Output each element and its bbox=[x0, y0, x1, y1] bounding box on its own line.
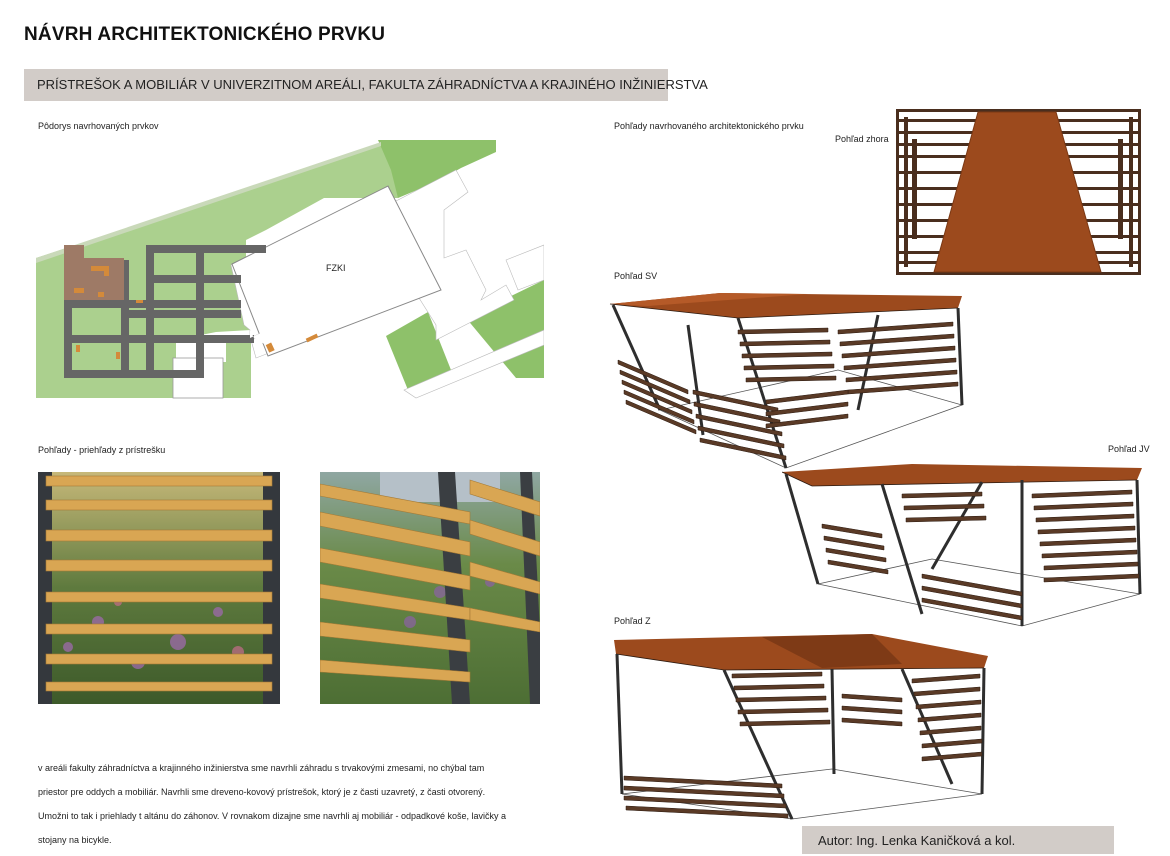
view-jv bbox=[782, 464, 1144, 632]
description-line: priestor pre oddych a mobiliár. Navrhli sme dreveno-kovový prístrešok, ktorý je z časti uzavretý, z časti otvorený. bbox=[38, 787, 486, 797]
caption-photos: Pohľady - priehľady z prístrešku bbox=[38, 445, 166, 455]
photo-left bbox=[38, 472, 280, 704]
photo-right bbox=[320, 472, 540, 704]
author-credit: Autor: Ing. Lenka Kaničková a kol. bbox=[818, 833, 1016, 848]
caption-view-sv: Pohľad SV bbox=[614, 271, 658, 281]
caption-views: Pohľady navrhovaného architektonického prvku bbox=[614, 121, 804, 131]
caption-view-jv: Pohľad JV bbox=[1108, 444, 1150, 454]
building-label: FZKI bbox=[326, 263, 346, 273]
description-line: v areáli fakulty záhradníctva a krajinného inžinierstva sme navrhli záhradu s trvakovými zmesami, no chýbal tam bbox=[38, 763, 485, 773]
description-line: stojany na bicykle. bbox=[38, 835, 112, 845]
caption-view-z: Pohľad Z bbox=[614, 616, 651, 626]
caption-view-top: Pohľad zhora bbox=[835, 134, 889, 144]
view-top bbox=[896, 109, 1141, 275]
description-text bbox=[38, 756, 548, 852]
caption-floor-plan: Pôdorys navrhovaných prvkov bbox=[38, 121, 159, 131]
description-line: Umožni to tak i priehlady t altánu do záhonov. V rovnakom dizajne sme navrhli aj mobiliár - odpadkové koše, lavičky a bbox=[38, 811, 507, 821]
view-z bbox=[612, 634, 990, 824]
page-title: NÁVRH ARCHITEKTONICKÉHO PRVKU bbox=[24, 24, 386, 45]
floor-plan bbox=[36, 140, 544, 402]
page-subtitle: PRÍSTREŠOK A MOBILIÁR V UNIVERZITNOM AREÁLI, FAKULTA ZÁHRADNÍCTVA A KRAJINÉHO INŽINIERSTVA bbox=[37, 77, 708, 92]
view-sv bbox=[608, 290, 966, 472]
